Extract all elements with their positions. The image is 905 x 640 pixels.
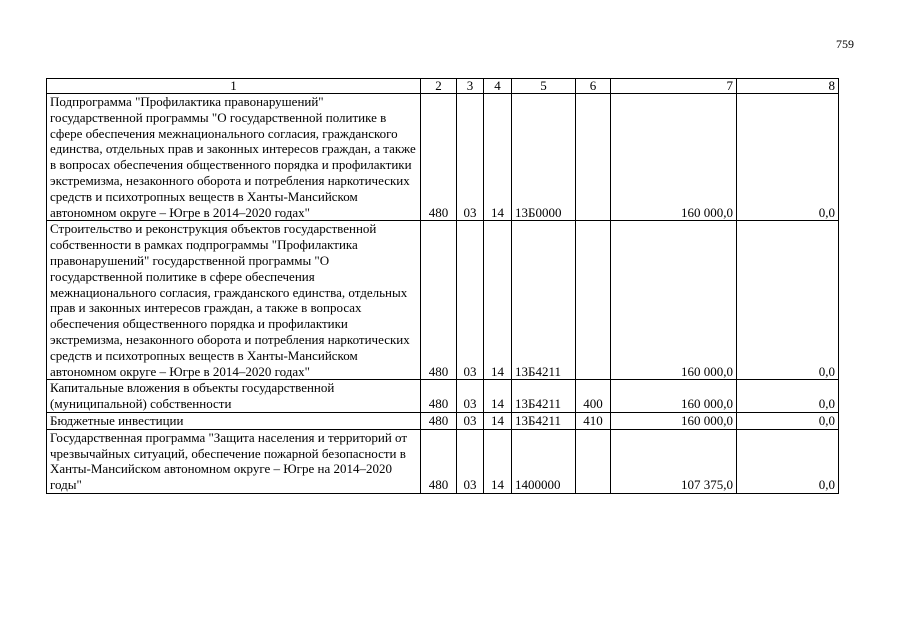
cell-amount-alt: 0,0 [737, 221, 839, 380]
row-description: Капитальные вложения в объекты государственной (муниципальной) собственности [47, 380, 421, 413]
cell-amount: 160 000,0 [611, 380, 737, 413]
column-header-4: 4 [484, 79, 512, 94]
cell-target-article: 13Б4211 [512, 221, 576, 380]
column-header-6: 6 [576, 79, 611, 94]
cell-subsection-code: 14 [484, 429, 512, 493]
cell-target-article: 13Б4211 [512, 412, 576, 429]
cell-amount: 160 000,0 [611, 94, 737, 221]
row-description: Подпрограмма "Профилактика правонарушений" государственной программы "О государственной политике в сфере обеспечения межнационального согласия, гражданского единства, отдельных прав и законных интересов граждан, а также в вопросах обеспечения общественного порядка и профилактики экстремизма, незаконного оборота и потребления наркотических средств и психотропных веществ в Ханты-Мансийском автономном округе – Югре в 2014–2020 годах" [47, 94, 421, 221]
cell-subsection-code: 14 [484, 221, 512, 380]
cell-expense-type: 400 [576, 380, 611, 413]
cell-subsection-code: 14 [484, 412, 512, 429]
cell-ministry-code: 480 [421, 429, 457, 493]
header-row [47, 79, 839, 94]
cell-section-code: 03 [457, 380, 484, 413]
cell-amount-alt: 0,0 [737, 94, 839, 221]
table-row [47, 94, 839, 221]
column-header-8: 8 [737, 79, 839, 94]
cell-target-article: 13Б4211 [512, 380, 576, 413]
table-row [47, 221, 839, 380]
cell-ministry-code: 480 [421, 94, 457, 221]
table-row [47, 380, 839, 413]
column-header-1: 1 [47, 79, 421, 94]
cell-subsection-code: 14 [484, 94, 512, 221]
cell-expense-type: 410 [576, 412, 611, 429]
cell-ministry-code: 480 [421, 412, 457, 429]
page-number: 759 [836, 37, 854, 51]
table-row [47, 412, 839, 429]
budget-table [46, 78, 839, 494]
cell-expense-type [576, 94, 611, 221]
cell-amount: 160 000,0 [611, 412, 737, 429]
row-description: Бюджетные инвестиции [47, 412, 421, 429]
cell-section-code: 03 [457, 221, 484, 380]
cell-amount: 107 375,0 [611, 429, 737, 493]
cell-section-code: 03 [457, 429, 484, 493]
cell-expense-type [576, 221, 611, 380]
row-description: Государственная программа "Защита населения и территорий от чрезвычайных ситуаций, обеспечение пожарной безопасности в Ханты-Мансийском автономном округе – Югре на 2014–2020 годы" [47, 429, 421, 493]
cell-amount-alt: 0,0 [737, 380, 839, 413]
column-header-5: 5 [512, 79, 576, 94]
cell-amount-alt: 0,0 [737, 429, 839, 493]
column-header-3: 3 [457, 79, 484, 94]
cell-section-code: 03 [457, 412, 484, 429]
cell-amount: 160 000,0 [611, 221, 737, 380]
column-header-7: 7 [611, 79, 737, 94]
cell-section-code: 03 [457, 94, 484, 221]
cell-amount-alt: 0,0 [737, 412, 839, 429]
cell-subsection-code: 14 [484, 380, 512, 413]
cell-ministry-code: 480 [421, 380, 457, 413]
cell-ministry-code: 480 [421, 221, 457, 380]
column-header-2: 2 [421, 79, 457, 94]
cell-target-article: 13Б0000 [512, 94, 576, 221]
row-description: Строительство и реконструкция объектов государственной собственности в рамках подпрограммы "Профилактика правонарушений" государственной программы "О государственной политике в сфере обеспечения межнационального согласия, гражданского единства, отдельных прав и законных интересов граждан, а также в вопросах обеспечения общественного порядка и профилактики экстремизма, незаконного оборота и потребления наркотических средств и психотропных веществ в Ханты-Мансийском автономном округе – Югре в 2014–2020 годах" [47, 221, 421, 380]
cell-expense-type [576, 429, 611, 493]
table-row [47, 429, 839, 493]
cell-target-article: 1400000 [512, 429, 576, 493]
